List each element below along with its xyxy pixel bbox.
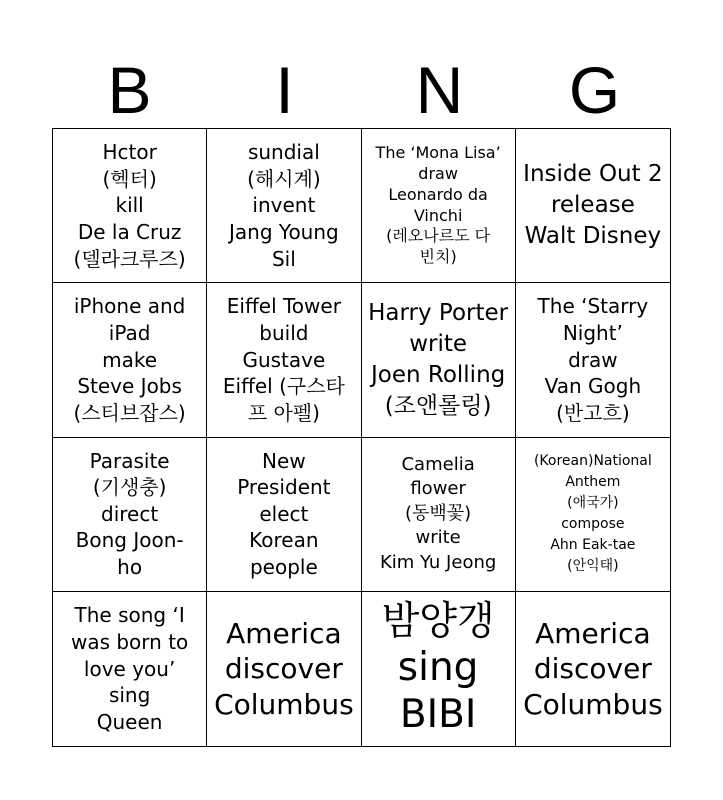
cell-text: Eiffel Tower build Gustave Eiffel (구스타 프 아펠) [222, 294, 345, 425]
bingo-grid [52, 128, 671, 747]
cell-text: America discover Columbus [214, 616, 354, 721]
cell-text: New President elect Korean people [237, 448, 331, 580]
cell-text: The ‘Mona Lisa’ draw Leonardo da Vinchi (레오나르도 다 빈치) [375, 143, 501, 267]
header-letter-g: G [568, 53, 621, 127]
cell-text: The song ‘I was born to love you’ sing Queen [70, 603, 189, 734]
bingo-cell-r2c4[interactable] [516, 283, 670, 437]
cell-text: (Korean)National Anthem (애국가) compose Ahn Eak-tae (안익태) [533, 453, 652, 575]
bingo-cell-r2c3[interactable] [362, 283, 516, 437]
cell-text: Harry Porter write Joen Rolling (조앤롤링) [368, 300, 509, 419]
bingo-cell-r3c4[interactable] [516, 438, 670, 592]
bingo-cell-r1c3[interactable] [362, 129, 516, 283]
cell-text: Hctor (헥터) kill De la Cruz (델라크루즈) [73, 140, 186, 271]
cell-text: Camelia flower (동백꽃) write Kim Yu Jeong [379, 453, 497, 573]
cell-text: America discover Columbus [523, 616, 663, 721]
cell-text: The ‘Starry Night’ draw Van Gogh (반고흐) [537, 294, 649, 425]
bingo-cell-r4c3[interactable] [362, 592, 516, 746]
cell-text: Parasite (기생충) direct Bong Joon- ho [75, 448, 184, 580]
bingo-cell-r2c1[interactable] [53, 283, 207, 437]
bingo-cell-r4c1[interactable] [53, 592, 207, 746]
header-letter-n: N [415, 53, 464, 127]
bingo-cell-r3c1[interactable] [53, 438, 207, 592]
cell-text: iPhone and iPad make Steve Jobs (스티브잡스) [73, 294, 186, 425]
cell-text: 밤양갱 sing BIBI [381, 598, 495, 738]
bingo-cell-r4c4[interactable] [516, 592, 670, 746]
bingo-cell-r1c4[interactable] [516, 129, 670, 283]
bingo-header [52, 52, 672, 128]
bingo-cell-r3c2[interactable] [207, 438, 361, 592]
bingo-cell-r3c3[interactable] [362, 438, 516, 592]
bingo-cell-r4c2[interactable] [207, 592, 361, 746]
bingo-cell-r2c2[interactable] [207, 283, 361, 437]
bingo-cell-r1c1[interactable] [53, 129, 207, 283]
cell-text: sundial (해시계) invent Jang Young Sil [229, 140, 339, 271]
header-letter-i: I [275, 53, 294, 127]
cell-text: Inside Out 2 release Walt Disney [523, 161, 663, 250]
bingo-cell-r1c2[interactable] [207, 129, 361, 283]
header-letter-b: B [107, 53, 152, 127]
